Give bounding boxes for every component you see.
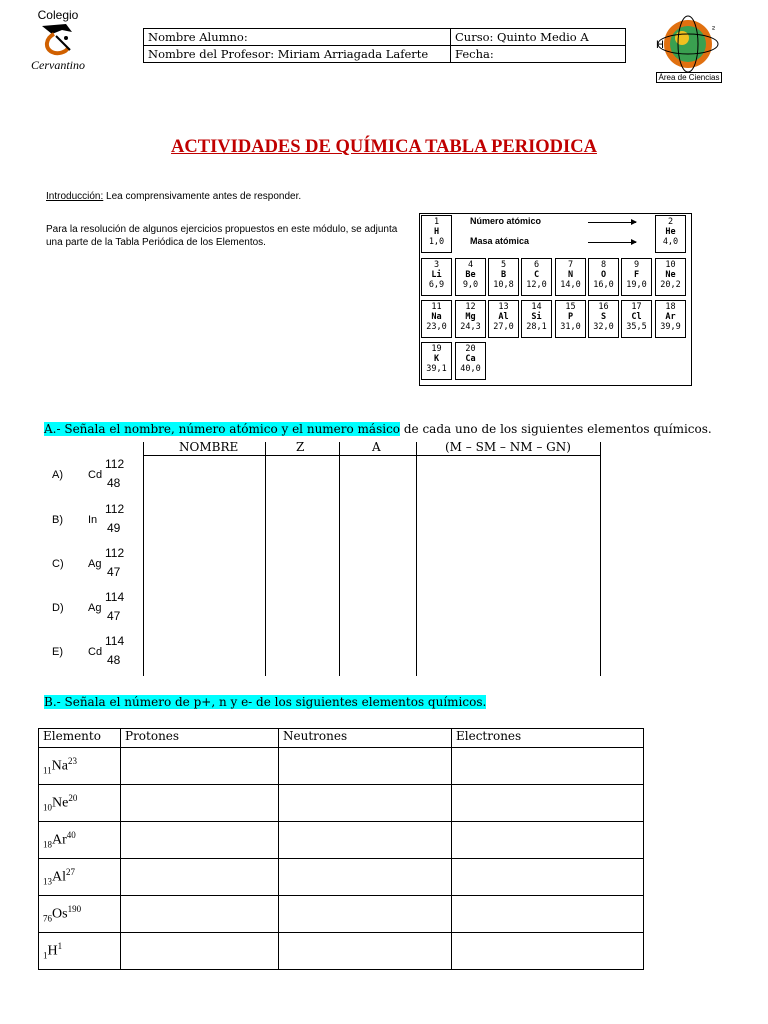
profesor-field: Nombre del Profesor: Miriam Arriagada Laferte [144,46,451,63]
nuclide-symbol: Ag [88,558,102,570]
table-row [39,748,644,785]
mass-number: 1 [57,941,63,952]
nuclide-notation [88,457,128,497]
mass-number: 112 [105,502,125,516]
element-symbol: Mg [465,312,476,322]
element-cell-na [421,300,452,338]
periodic-table [419,213,692,386]
element-symbol: Os [52,906,68,922]
element-cell-h [421,215,452,253]
element-symbol: Ar [52,832,67,848]
atomic-mass: 39,9 [660,322,681,332]
col-z: Z [296,440,305,454]
atomic-number: 11 [431,302,442,312]
element-cell-s [588,300,619,338]
atomic-number: 3 [433,260,440,270]
alumno-field: Nombre Alumno: [144,29,451,46]
globe-atom-icon [652,14,724,80]
atomic-number: 1 [43,950,48,961]
element-cell-f [621,258,652,296]
atomic-number: 20 [465,344,476,354]
section-a-header-rule [143,455,601,456]
atomic-mass: 28,1 [526,322,547,332]
element-symbol: C [533,270,540,280]
element-cell-mg [455,300,486,338]
answer-cell[interactable] [279,748,452,785]
nuclide-symbol: Cd [88,469,103,481]
element-symbol: O [600,270,607,280]
nuclide-symbol: In [88,514,98,526]
atomic-number: 1 [433,217,440,227]
logo-colegio-top: Colegio [37,8,79,22]
section-a-divider [265,442,266,676]
element-symbol: He [665,227,676,237]
element-symbol: Na [51,758,68,774]
element-notation [39,785,121,822]
atomic-number: 10 [665,260,676,270]
element-symbol: Be [465,270,476,280]
element-cell-ca [455,342,486,380]
element-cell-n [555,258,586,296]
area-ciencias-label: Área de Ciencias [656,72,722,83]
element-cell-b [488,258,519,296]
atomic-number: 11 [43,765,52,776]
atomic-mass: 35,5 [626,322,647,332]
mass-number: 20 [68,793,78,804]
table-row [39,896,644,933]
element-symbol: Si [531,312,542,322]
answer-cell[interactable] [279,933,452,970]
atomic-mass: 20,2 [660,280,681,290]
element-notation [39,822,121,859]
section-a-divider [339,442,340,676]
logo-colegio-bottom: Cervantino [31,58,85,72]
col-nombre: NOMBRE [179,440,239,454]
section-a-title-rest: de cada uno de los siguientes elementos químicos. [400,422,712,436]
answer-cell[interactable] [452,748,644,785]
element-cell-c [521,258,552,296]
atomic-mass: 27,0 [493,322,514,332]
atomic-number: 47 [107,565,121,579]
atomic-mass: 40,0 [460,364,481,374]
section-a-row-label: B) [52,514,63,526]
element-symbol: Ca [465,354,476,364]
answer-cell[interactable] [452,785,644,822]
section-a-divider [143,442,144,676]
mass-number: 112 [105,457,125,471]
answer-cell[interactable] [121,785,279,822]
nuclide-notation [88,634,128,674]
element-symbol: Cl [631,312,642,322]
answer-cell[interactable] [279,859,452,896]
intro-label: Introducción: [46,191,104,202]
atomic-number: 18 [43,839,52,850]
atomic-mass: 16,0 [593,280,614,290]
element-symbol: F [633,270,640,280]
page-title: ACTIVIDADES DE QUÍMICA TABLA PERIODICA [171,137,597,157]
atomic-mass: 1,0 [428,237,445,247]
atomic-number: 5 [500,260,507,270]
section-a-divider [600,442,601,676]
answer-cell[interactable] [121,896,279,933]
atomic-number: 19 [431,344,442,354]
col-protones: Protones [121,729,279,748]
answer-cell[interactable] [121,859,279,896]
atomic-mass: 4,0 [662,237,679,247]
element-notation [39,896,121,933]
legend-atomic-number: Número atómico [470,216,542,226]
element-symbol: Ne [52,795,69,811]
col-neutrones: Neutrones [279,729,452,748]
atomic-number: 2 [667,217,674,227]
mass-number: 114 [105,634,125,648]
col-a: A [372,440,381,454]
answer-cell[interactable] [121,822,279,859]
section-a-divider [416,442,417,676]
mass-number: 190 [67,904,82,915]
atomic-mass: 23,0 [426,322,447,332]
element-cell-be [455,258,486,296]
element-cell-he [655,215,686,253]
answer-cell[interactable] [121,748,279,785]
atomic-number: 18 [665,302,676,312]
atomic-number: 47 [107,609,121,623]
element-cell-al [488,300,519,338]
atomic-number: 9 [633,260,640,270]
element-symbol: Na [431,312,442,322]
intro-line [46,191,301,202]
colegio-logo [22,8,94,80]
element-cell-k [421,342,452,380]
element-symbol: K [433,354,440,364]
atomic-number: 6 [533,260,540,270]
answer-cell[interactable] [452,933,644,970]
table-row [39,785,644,822]
element-symbol: P [567,312,574,322]
element-symbol: H [433,227,440,237]
arrow-right-icon [588,242,636,243]
element-cell-ar [655,300,686,338]
section-a-row-label: A) [52,469,63,481]
nuclide-symbol: Ag [88,602,102,614]
svg-text:²: ² [712,24,715,34]
area-ciencias-logo [652,14,724,88]
atomic-number: 15 [565,302,576,312]
col-elemento: Elemento [39,729,121,748]
intro-text: Lea comprensivamente antes de responder. [106,191,302,202]
atomic-mass: 10,8 [493,280,514,290]
atomic-number: 4 [467,260,474,270]
atomic-number: 7 [567,260,574,270]
element-symbol: S [600,312,607,322]
col-electrones: Electrones [452,729,644,748]
atomic-number: 12 [465,302,476,312]
atomic-mass: 31,0 [560,322,581,332]
element-symbol: Li [431,270,442,280]
element-notation [39,933,121,970]
atomic-number: 14 [531,302,542,312]
mass-number: 23 [68,756,77,767]
legend-atomic-mass: Masa atómica [470,236,530,246]
section-a-title [44,422,712,436]
atomic-number: 13 [498,302,509,312]
answer-cell[interactable] [279,822,452,859]
atomic-mass: 32,0 [593,322,614,332]
atomic-number: 8 [600,260,607,270]
element-cell-si [521,300,552,338]
element-symbol: H [47,943,58,959]
atomic-number: 76 [43,913,52,924]
atomic-mass: 39,1 [426,364,447,374]
element-cell-cl [621,300,652,338]
intro-paragraph: Para la resolución de algunos ejercicios propuestos en este módulo, se adjunta una parte de la Tabla Periódica de los Elementos. [46,224,398,248]
atomic-mass: 19,0 [626,280,647,290]
nuclide-notation [88,502,128,542]
element-symbol: Al [52,869,66,885]
table-row [39,933,644,970]
element-symbol: Al [498,312,509,322]
section-a-row-label: D) [52,602,64,614]
atomic-mass: 12,0 [526,280,547,290]
mass-number: 114 [105,590,125,604]
element-notation [39,748,121,785]
atomic-mass: 6,9 [428,280,445,290]
answer-cell[interactable] [452,896,644,933]
mass-number: 40 [66,830,76,841]
nuclide-notation [88,590,128,630]
atomic-number: 49 [107,521,121,535]
col-clasificacion: (M – SM – NM – GN) [445,440,571,454]
section-b-title [44,695,486,709]
svg-text:H: H [656,39,664,51]
element-cell-ne [655,258,686,296]
element-cell-p [555,300,586,338]
atomic-number: 48 [107,476,121,490]
answer-cell[interactable] [121,933,279,970]
answer-cell[interactable] [452,822,644,859]
answer-cell[interactable] [279,785,452,822]
section-b-highlight: B.- Señala el número de p+, n y e- de los siguientes elementos químicos. [44,695,487,709]
element-symbol: N [567,270,574,280]
atomic-number: 10 [43,802,52,813]
section-b-table [38,728,644,970]
section-a-row-label: C) [52,558,64,570]
nuclide-symbol: Cd [88,646,103,658]
table-row [39,859,644,896]
mass-number: 112 [105,546,125,560]
element-cell-li [421,258,452,296]
arrow-right-icon [588,222,636,223]
element-symbol: B [500,270,507,280]
section-a-highlight: A.- Señala el nombre, número atómico y el numero másico [44,422,401,436]
atomic-mass: 9,0 [462,280,479,290]
atomic-number: 17 [631,302,642,312]
nuclide-notation [88,546,128,586]
atomic-mass: 14,0 [560,280,581,290]
section-a-row-label: E) [52,646,63,658]
fecha-field: Fecha: [451,46,626,63]
mass-number: 27 [66,867,75,878]
atomic-number: 16 [598,302,609,312]
header-info-table [143,28,626,63]
element-symbol: Ar [665,312,676,322]
table-row [39,822,644,859]
answer-cell[interactable] [279,896,452,933]
element-notation [39,859,121,896]
curso-field: Curso: Quinto Medio A [451,29,626,46]
element-symbol: Ne [665,270,676,280]
atomic-number: 13 [43,876,52,887]
atomic-number: 48 [107,653,121,667]
atomic-mass: 24,3 [460,322,481,332]
crest-icon [36,22,80,56]
element-cell-o [588,258,619,296]
answer-cell[interactable] [452,859,644,896]
